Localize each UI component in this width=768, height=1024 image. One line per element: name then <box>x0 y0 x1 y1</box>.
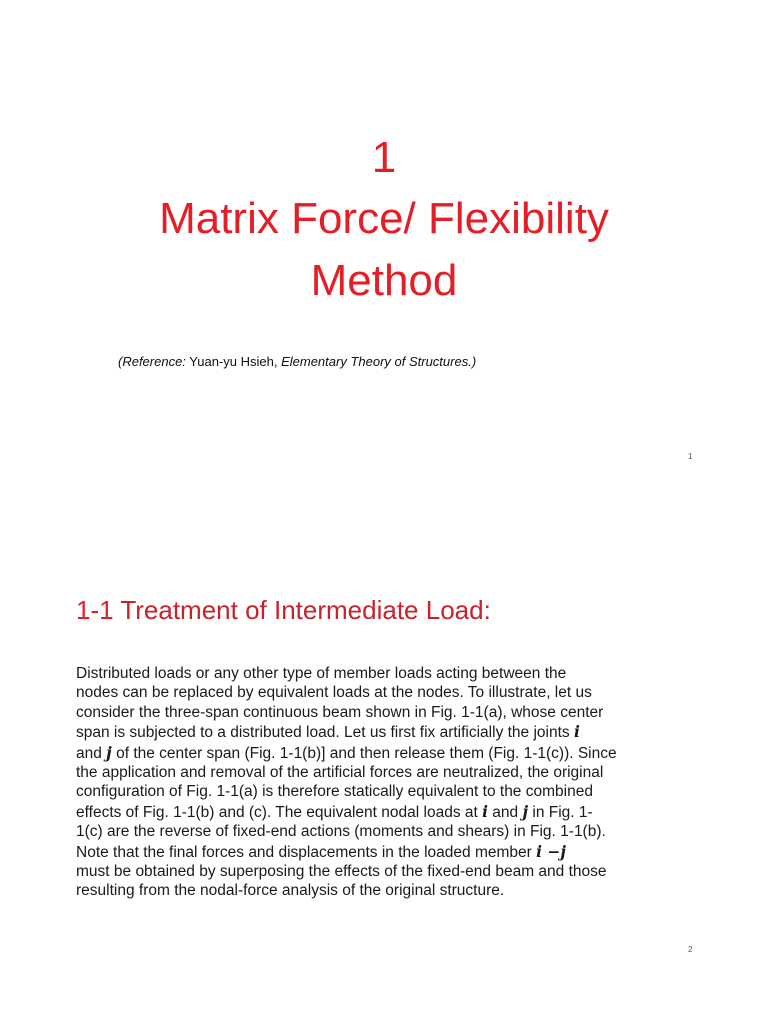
math-symbol-i: i <box>573 722 580 742</box>
body-line: consider the three-span continuous beam shown in Fig. 1-1(a), whose center <box>76 703 604 721</box>
section-number: 1-1 <box>76 595 114 625</box>
body-text-segment: and <box>76 744 107 762</box>
chapter-title-line-1: Matrix Force/ Flexibility <box>159 194 609 243</box>
math-member-i-j: i −j <box>536 841 566 861</box>
body-line: Distributed loads or any other type of member loads acting between the <box>76 665 567 682</box>
reference-prefix: (Reference: <box>118 354 186 369</box>
body-line: nodes can be replaced by equivalent loads at the nodes. To illustrate, let us <box>76 684 592 702</box>
body-line: configuration of Fig. 1-1(a) is therefore statically equivalent to the combined <box>76 783 593 801</box>
body-text-segment: span is subjected to a distributed load. Let us first fix artificially the joints <box>76 724 574 742</box>
body-line <box>76 842 716 862</box>
body-line: must be obtained by superposing the effects of the fixed-end beam and those <box>76 863 607 881</box>
chapter-number: 1 <box>371 133 397 182</box>
page-number: 1 <box>688 452 693 461</box>
body-text-segment: of the center span (Fig. 1-1(b)] and then release them (Fig. 1-1(c)). Since <box>111 744 617 762</box>
body-line <box>76 743 716 763</box>
body-line: 1(c) are the reverse of fixed-end actions (moments and shears) in Fig. 1-1(b). <box>76 823 606 841</box>
math-symbol-i: i <box>482 801 488 821</box>
body-line <box>76 802 716 822</box>
slide-section-1-1 <box>0 505 768 1024</box>
section-title: Treatment of Intermediate Load: <box>113 595 491 625</box>
slide-title-page <box>0 0 768 505</box>
page-number: 2 <box>688 945 693 954</box>
body-text-segment: Note that the final forces and displacements in the loaded member <box>76 843 537 861</box>
body-line <box>76 722 716 742</box>
body-line: resulting from the nodal-force analysis of the original structure. <box>76 882 505 900</box>
body-text-segment: in Fig. 1- <box>528 803 593 821</box>
body-line: the application and removal of the artificial forces are neutralized, the original <box>76 764 604 782</box>
reference-note <box>118 354 476 369</box>
chapter-title-line-2: Method <box>310 256 458 305</box>
reference-author: Yuan-yu Hsieh, <box>185 354 282 369</box>
math-symbol-j: j <box>106 742 112 762</box>
body-text-segment: effects of Fig. 1-1(b) and (c). The equivalent nodal loads at <box>76 803 483 821</box>
chapter-title <box>0 188 768 312</box>
reference-book: Elementary Theory of Structures.) <box>281 354 477 369</box>
body-text-segment: and <box>488 803 523 821</box>
section-heading <box>76 593 491 627</box>
body-paragraph <box>76 664 716 901</box>
math-symbol-j: j <box>522 801 529 821</box>
